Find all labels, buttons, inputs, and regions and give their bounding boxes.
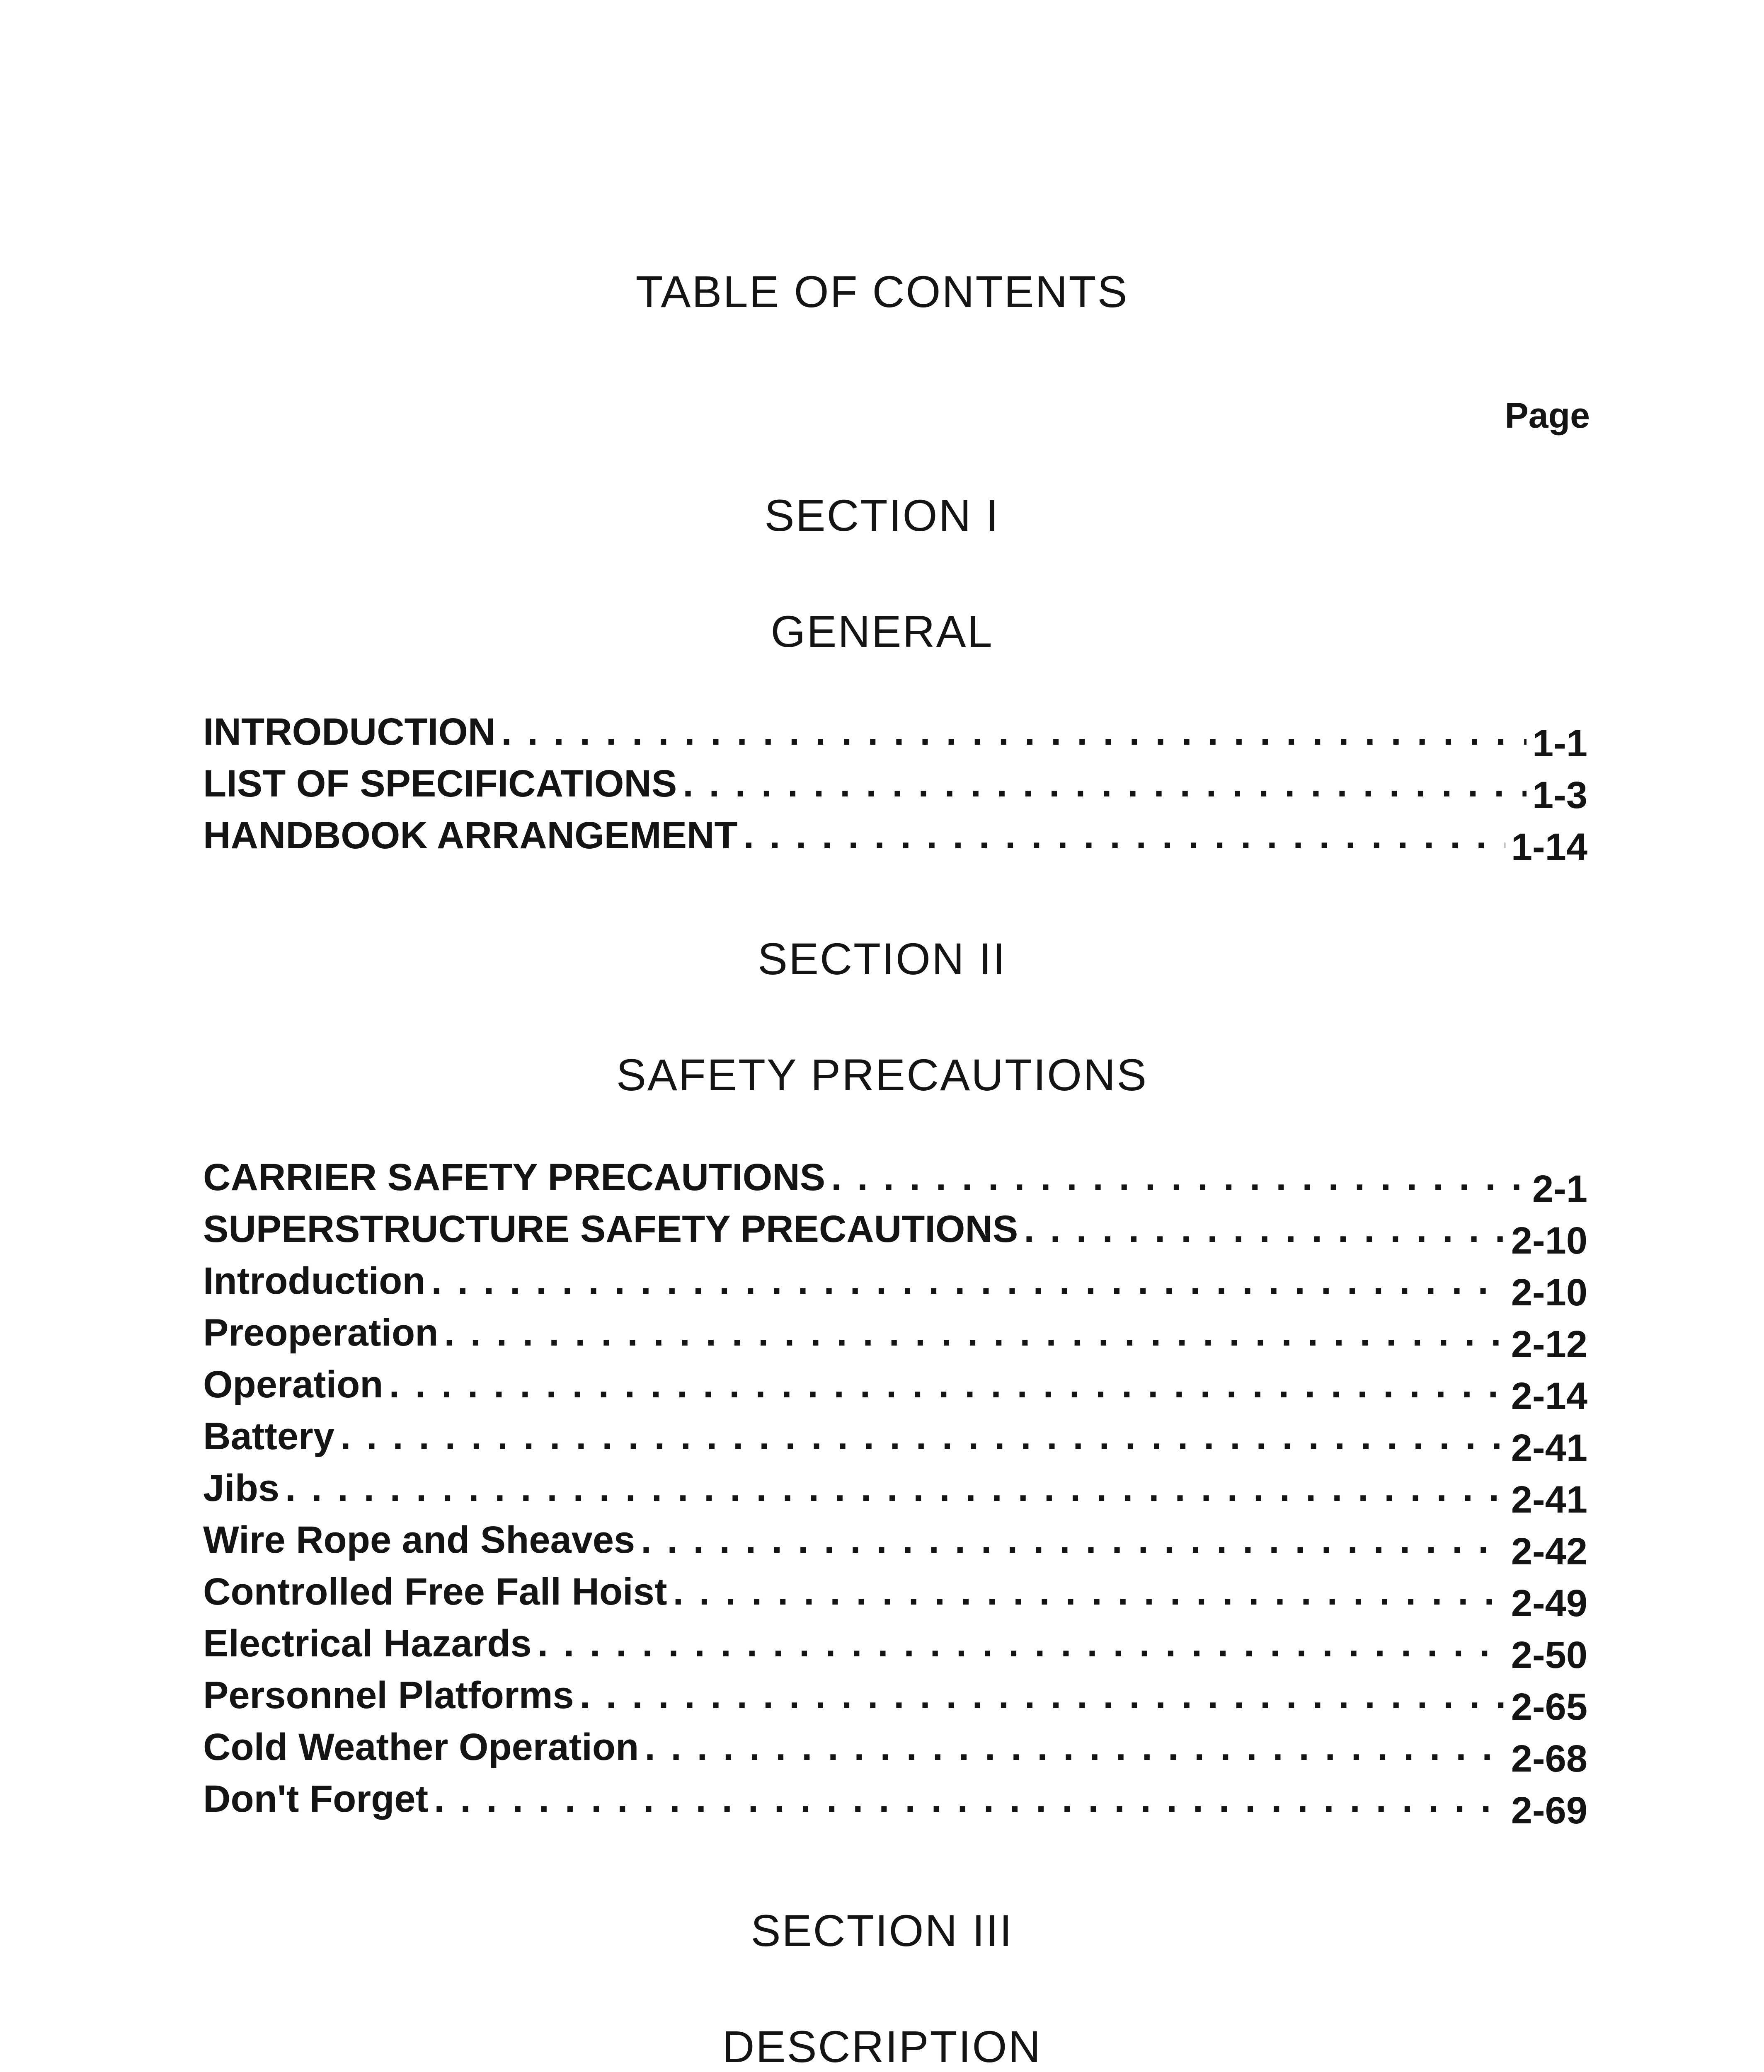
- section-2-name: SAFETY PRECAUTIONS: [616, 1050, 1148, 1100]
- toc-entry-page: 2-10: [1511, 1271, 1587, 1314]
- toc-entry-page: 2-49: [1511, 1582, 1587, 1624]
- toc-entry-page: 1-14: [1511, 826, 1587, 868]
- toc-entry-label: Preoperation: [203, 1312, 439, 1354]
- dot-leader: [641, 1521, 1505, 1559]
- toc-entry: [203, 1312, 1587, 1365]
- dot-leader: [645, 1728, 1505, 1766]
- toc-entry-page: 2-41: [1511, 1427, 1587, 1469]
- toc-entry-page: 2-65: [1511, 1686, 1587, 1728]
- page-title: TABLE OF CONTENTS: [635, 266, 1129, 317]
- toc-entry-label: Electrical Hazards: [203, 1622, 532, 1665]
- section-3-name: DESCRIPTION: [722, 2021, 1042, 2072]
- toc-entry-page: 1-1: [1532, 722, 1587, 765]
- dot-leader: [285, 1469, 1505, 1507]
- toc-entry: [203, 1571, 1587, 1624]
- toc-entry-label: INTRODUCTION: [203, 711, 496, 753]
- toc-entry-label: Battery: [203, 1415, 335, 1457]
- toc-entry-page: 2-41: [1511, 1479, 1587, 1521]
- toc-entry-label: Operation: [203, 1363, 383, 1406]
- dot-leader: [340, 1417, 1505, 1455]
- toc-entry: [203, 1622, 1587, 1676]
- dot-leader: [580, 1676, 1505, 1714]
- toc-entry-page: 2-68: [1511, 1738, 1587, 1780]
- toc-entry: [203, 1674, 1587, 1728]
- toc-entry: [203, 1363, 1587, 1417]
- toc-entry: [203, 1519, 1587, 1573]
- toc-entry: [203, 1467, 1587, 1521]
- dot-leader: [831, 1158, 1527, 1196]
- toc-entry-label: Personnel Platforms: [203, 1674, 574, 1716]
- toc-entry-page: 1-3: [1532, 774, 1587, 816]
- toc-entry-label: Jibs: [203, 1467, 280, 1509]
- toc-entry: [203, 1208, 1587, 1262]
- toc-entry: [203, 1260, 1587, 1314]
- toc-entry: [203, 1778, 1587, 1832]
- toc-entry-label: SUPERSTRUCTURE SAFETY PRECAUTIONS: [203, 1208, 1018, 1250]
- toc-entry-page: 2-10: [1511, 1220, 1587, 1262]
- toc-entry: [203, 762, 1587, 816]
- toc-entry: [203, 711, 1587, 765]
- toc-entry-label: Introduction: [203, 1260, 426, 1302]
- toc-entry-page: 2-12: [1511, 1323, 1587, 1365]
- dot-leader: [673, 1573, 1505, 1611]
- dot-leader: [683, 765, 1527, 803]
- dot-leader: [431, 1262, 1505, 1300]
- toc-entry-page: 2-1: [1532, 1168, 1587, 1210]
- toc-entry-label: Don't Forget: [203, 1778, 429, 1820]
- toc-entry-label: CARRIER SAFETY PRECAUTIONS: [203, 1156, 826, 1198]
- toc-entry-label: Wire Rope and Sheaves: [203, 1519, 635, 1561]
- section-2-number: SECTION II: [757, 934, 1007, 984]
- toc-entry-page: 2-14: [1511, 1375, 1587, 1417]
- toc-entry-page: 2-42: [1511, 1530, 1587, 1573]
- toc-entry-label: Controlled Free Fall Hoist: [203, 1571, 667, 1613]
- section-1-number: SECTION I: [764, 490, 1000, 540]
- toc-entry-label: HANDBOOK ARRANGEMENT: [203, 814, 738, 857]
- dot-leader: [1024, 1210, 1505, 1248]
- toc-entry-page: 2-69: [1511, 1789, 1587, 1832]
- toc-entry: [203, 1415, 1587, 1469]
- section-3-number: SECTION III: [751, 1905, 1013, 1956]
- toc-entry: [203, 1156, 1587, 1210]
- dot-leader: [744, 816, 1505, 854]
- dot-leader: [501, 713, 1527, 751]
- toc-entry: [203, 814, 1587, 868]
- dot-leader: [538, 1624, 1505, 1663]
- section-1-name: GENERAL: [771, 606, 993, 656]
- page-column-label: Page: [1505, 396, 1590, 436]
- toc-entry-page: 2-50: [1511, 1634, 1587, 1676]
- toc-entry: [203, 1726, 1587, 1780]
- dot-leader: [389, 1365, 1505, 1404]
- toc-entry-label: LIST OF SPECIFICATIONS: [203, 762, 677, 805]
- toc-entry-label: Cold Weather Operation: [203, 1726, 639, 1768]
- dot-leader: [444, 1314, 1505, 1352]
- dot-leader: [434, 1780, 1505, 1818]
